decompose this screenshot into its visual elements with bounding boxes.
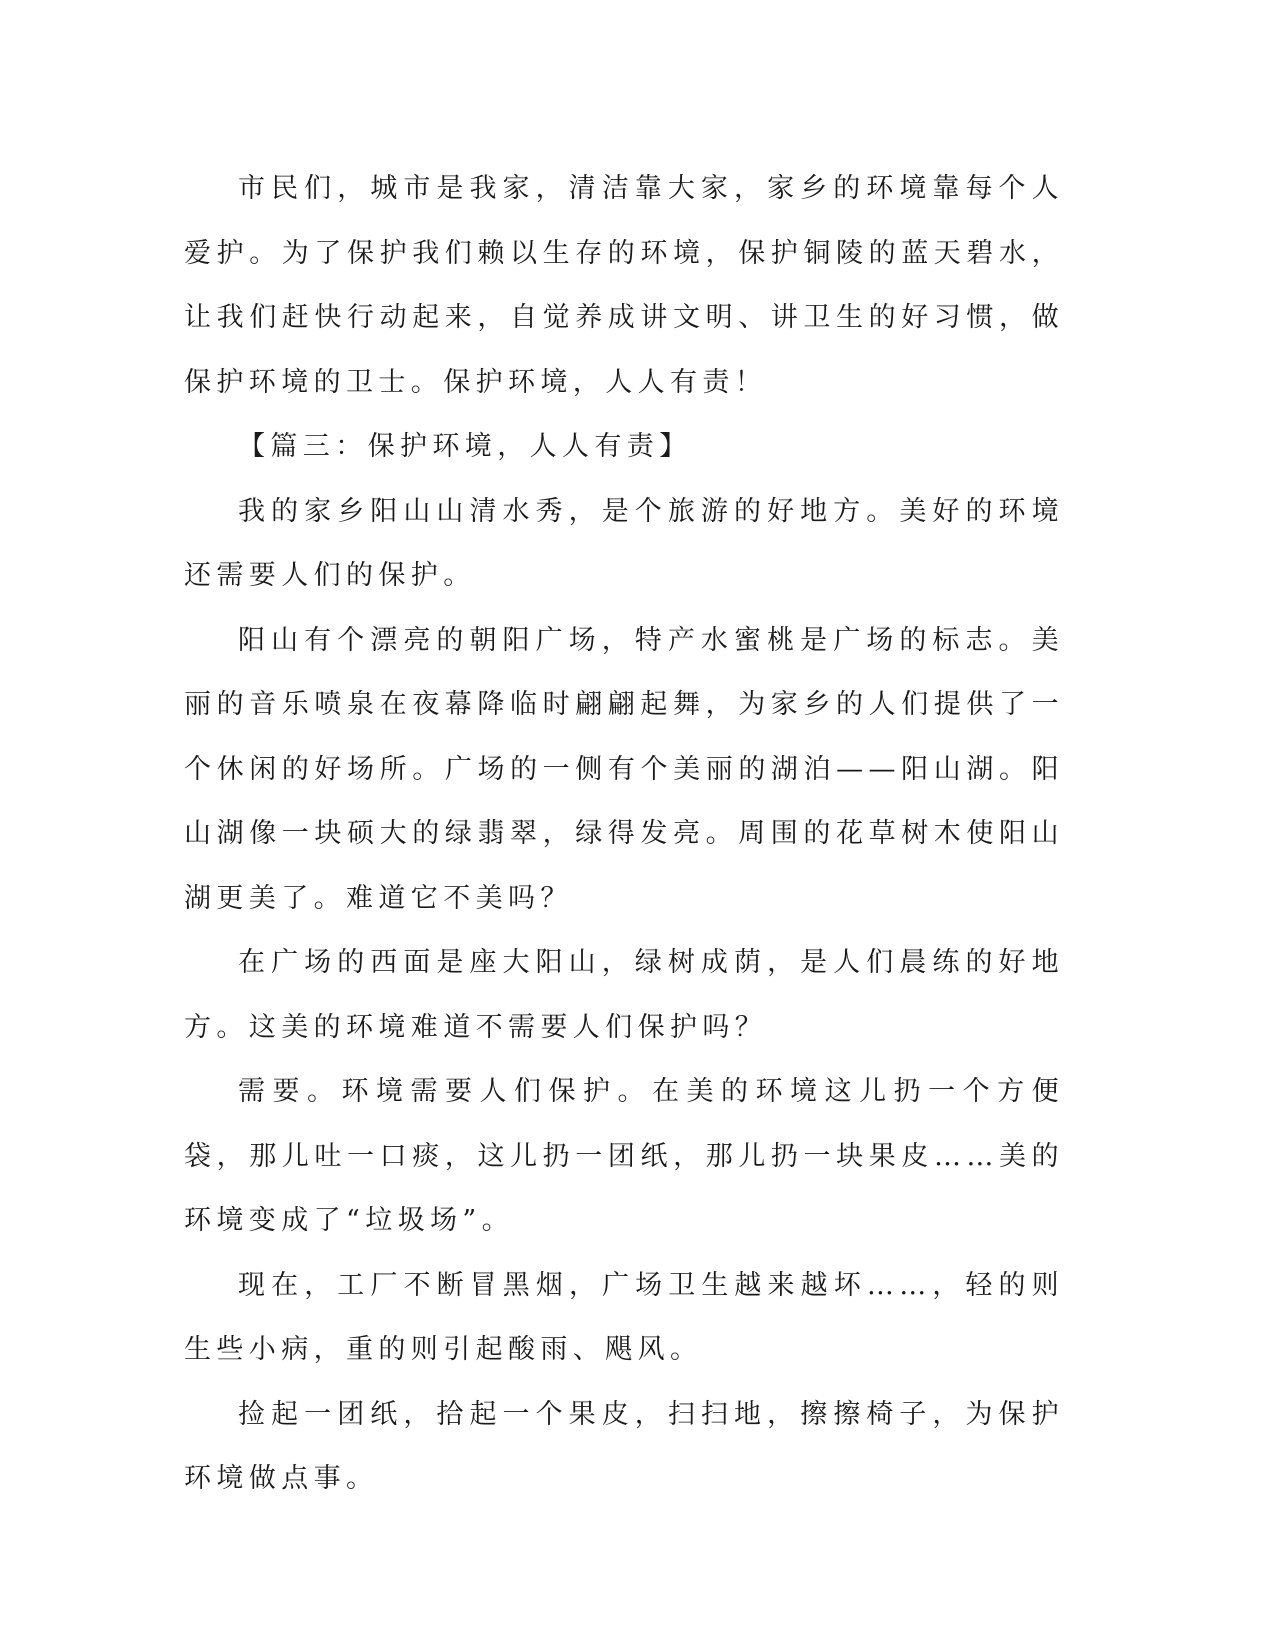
paragraph-plaza-description: 阳山有个漂亮的朝阳广场，特产水蜜桃是广场的标志。美丽的音乐喷泉在夜幕降临时翩翩起舞，为家乡的人们提供了一个休闲的好场所。广场的一侧有个美丽的湖泊——阳山湖。阳山湖像一块硕大的绿翡翠，绿得发亮。周围的花草树木使阳山湖更美了。难道它不美吗？ bbox=[184, 624, 1064, 914]
paragraph-closing-appeal: 市民们，城市是我家，清洁靠大家，家乡的环境靠每个人爱护。为了保护我们赖以生存的环境，保护铜陵的蓝天碧水，让我们赶快行动起来，自觉养成讲文明、讲卫生的好习惯，做保护环境的卫士。保护环境，人人有责！ bbox=[184, 173, 1064, 398]
section-heading: 【篇三：保护环境，人人有责】 bbox=[238, 431, 692, 462]
paragraph-call-to-action: 捡起一团纸，拾起一个果皮，扫扫地，擦擦椅子，为保护环境做点事。 bbox=[184, 1398, 1064, 1494]
paragraph-hometown-intro: 我的家乡阳山山清水秀，是个旅游的好地方。美好的环境还需要人们的保护。 bbox=[184, 495, 1064, 591]
paragraph-pollution-example: 需要。环境需要人们保护。在美的环境这儿扔一个方便袋，那儿吐一口痰，这儿扔一团纸，那儿扔一块果皮……美的环境变成了“垃圾场”。 bbox=[184, 1076, 1064, 1236]
document-body bbox=[184, 157, 1064, 1512]
paragraph-current-situation: 现在，工厂不断冒黑烟，广场卫生越来越坏……，轻的则生些小病，重的则引起酸雨、飓风。 bbox=[184, 1269, 1064, 1365]
paragraph-mountain-description: 在广场的西面是座大阳山，绿树成荫，是人们晨练的好地方。这美的环境难道不需要人们保护吗？ bbox=[184, 947, 1064, 1043]
